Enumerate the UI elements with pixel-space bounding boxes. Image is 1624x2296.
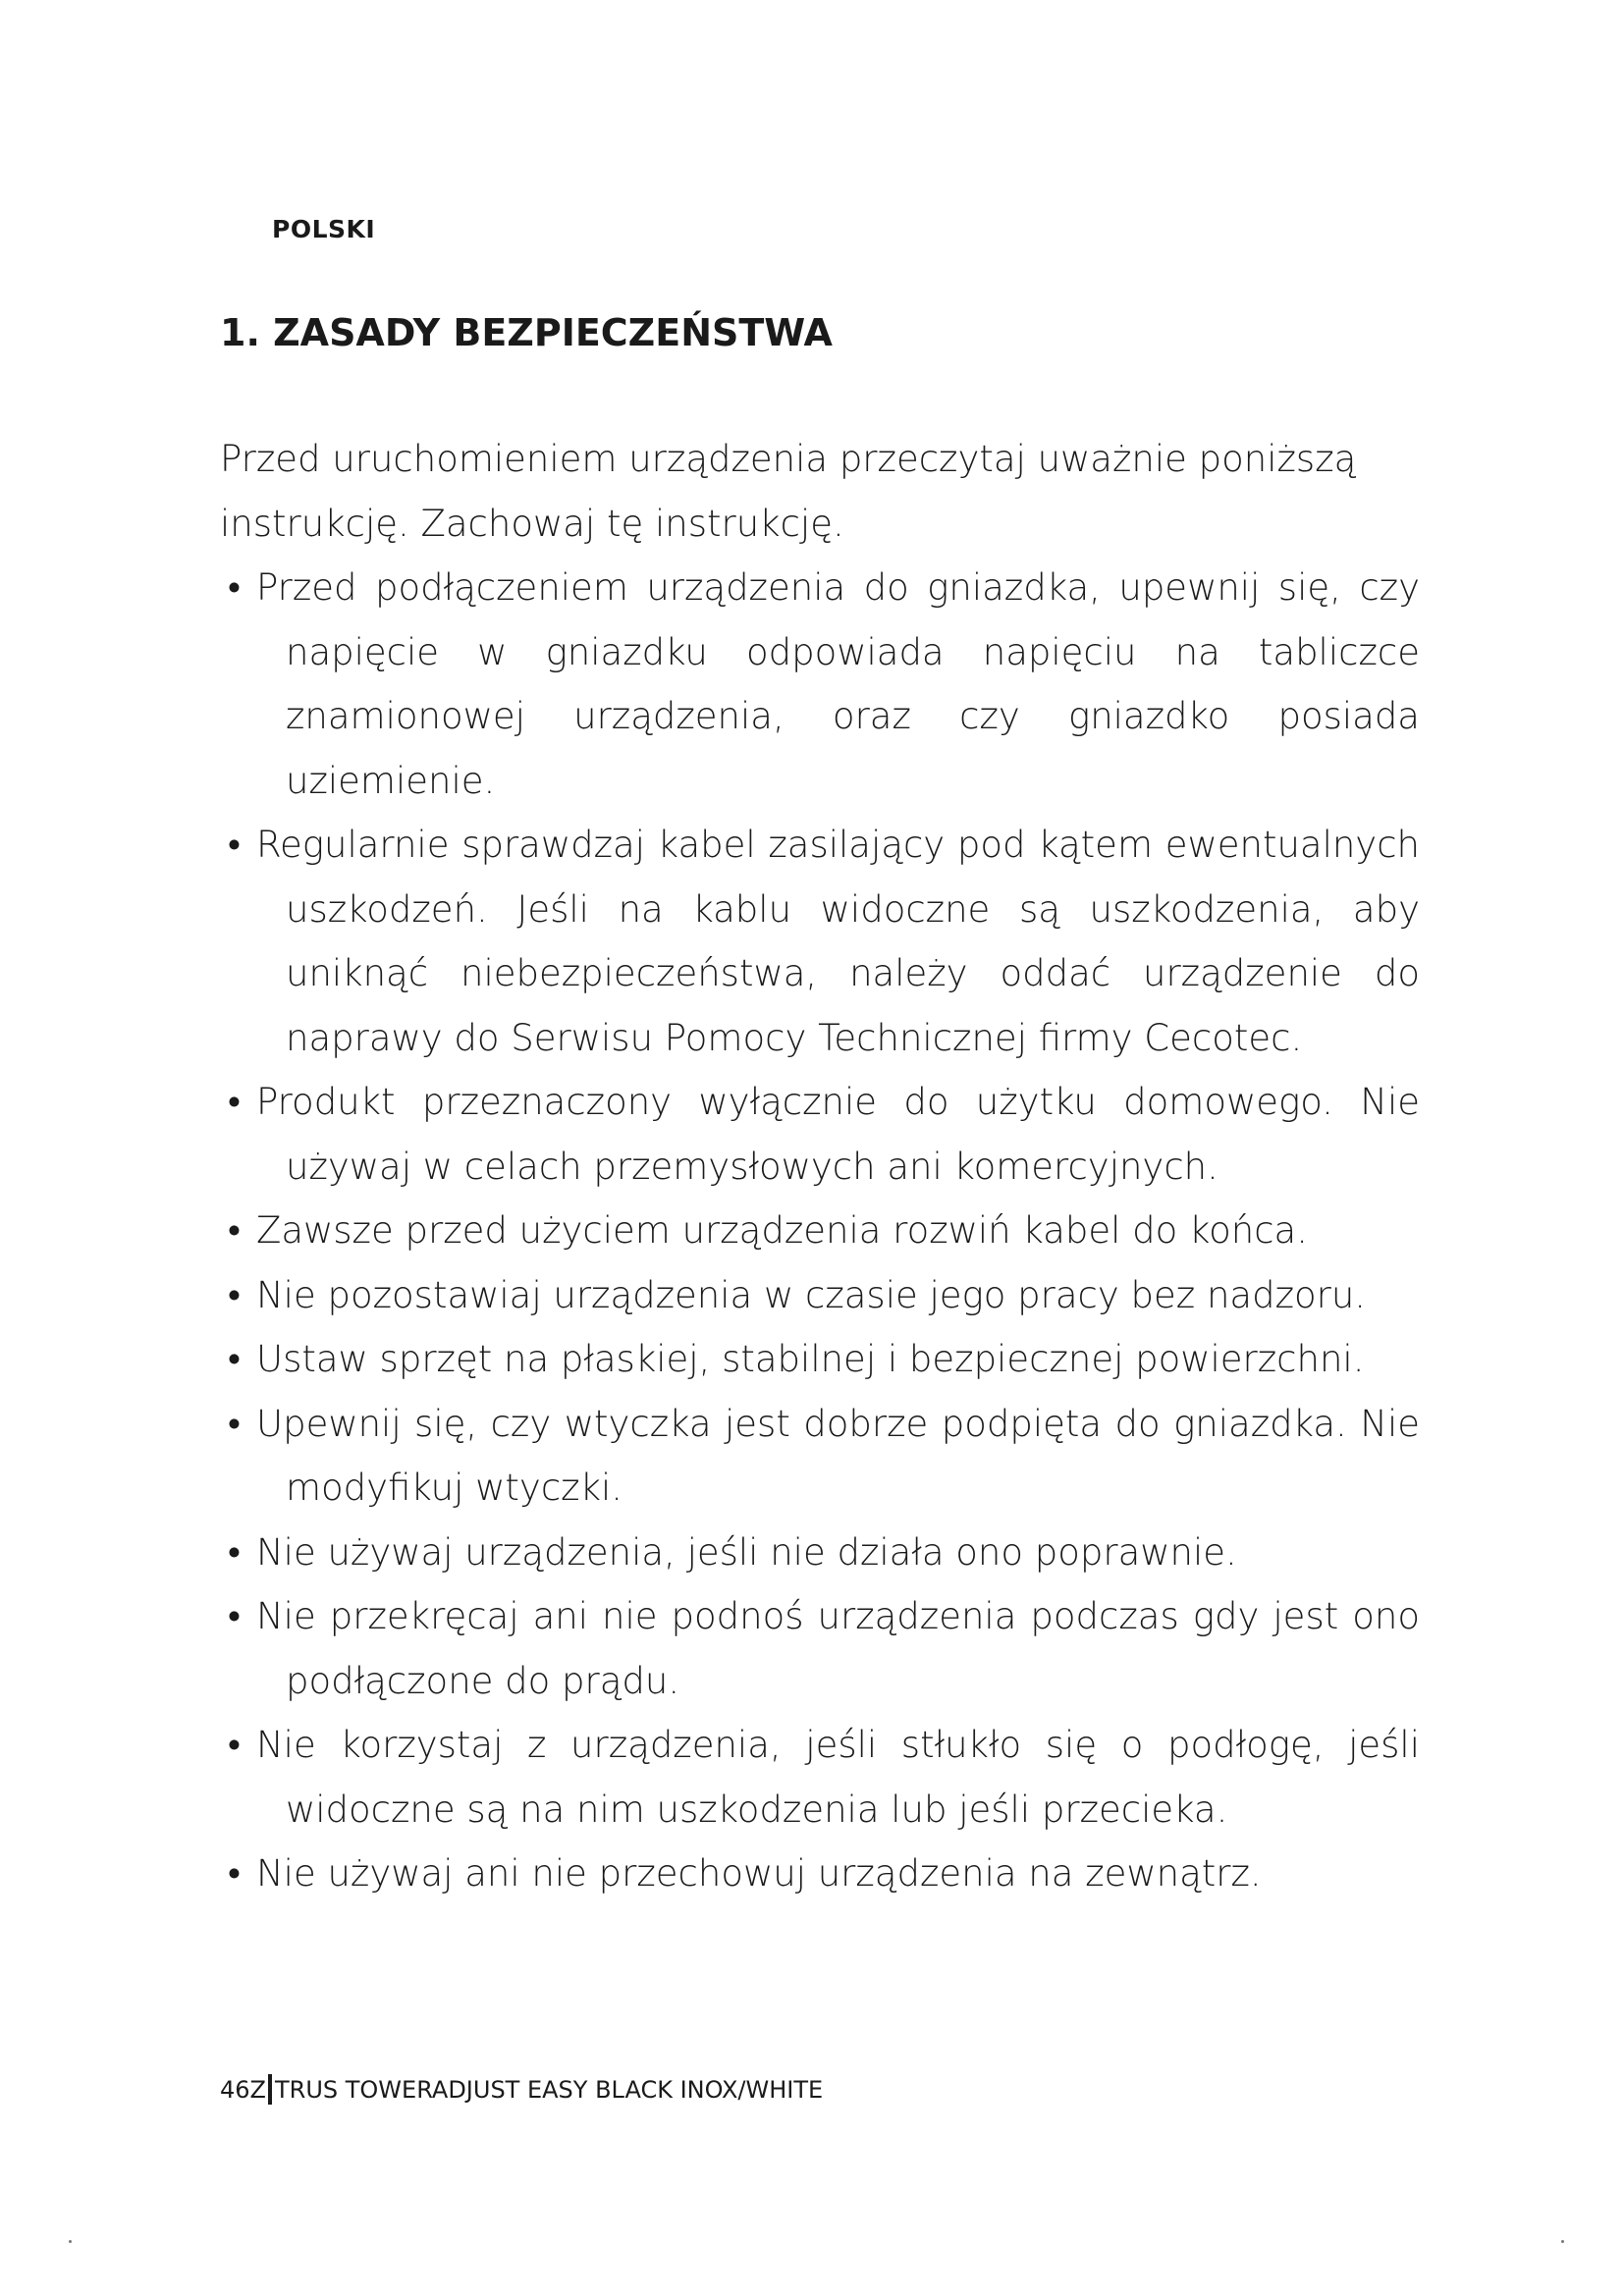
list-item xyxy=(220,1199,1420,1263)
page-footer xyxy=(220,2074,823,2105)
bullet-icon: • xyxy=(228,1530,241,1574)
list-item-text: Produkt przeznaczony wyłącznie do użytku domowego. Nie używaj w celach przemysłowych ani komercyjnych. xyxy=(256,1081,1420,1188)
section-title: 1. ZASADY BEZPIECZEŃSTWA xyxy=(220,311,833,354)
bullet-icon: • xyxy=(228,1338,241,1380)
bullet-icon: • xyxy=(228,1081,241,1123)
list-item-text: Ustaw sprzęt na płaskiej, stabilnej i bezpiecznej powierzchni. xyxy=(256,1338,1365,1380)
list-item xyxy=(220,1584,1420,1713)
list-item-text: Przed podłączeniem urządzenia do gniazdka, upewnij się, czy napięcie w gniazdku odpowiada napięciu na tabliczce znamionowej urządzenia, oraz czy gniazdko posiada uziemienie. xyxy=(256,566,1420,802)
list-item-text: Zawsze przed użyciem urządzenia rozwiń kabel do końca. xyxy=(256,1209,1308,1252)
list-item xyxy=(220,813,1420,1070)
footer-divider xyxy=(268,2074,272,2105)
list-item xyxy=(220,1263,1420,1328)
list-item xyxy=(220,556,1420,813)
list-item xyxy=(220,1521,1420,1585)
corner-mark xyxy=(69,2240,72,2243)
list-item-text: Nie używaj ani nie przechowuj urządzenia na zewnątrz. xyxy=(256,1852,1262,1895)
safety-content xyxy=(220,427,1420,1906)
intro-paragraph: Przed uruchomieniem urządzenia przeczytaj uważnie poniższą instrukcję. Zachowaj tę instrukcję. xyxy=(220,438,1357,545)
list-item xyxy=(220,1070,1420,1199)
corner-mark xyxy=(1561,2240,1564,2243)
list-item xyxy=(220,1327,1420,1392)
language-label: POLSKI xyxy=(272,215,376,243)
list-item-text: Nie używaj urządzenia, jeśli nie działa ono poprawnie. xyxy=(256,1530,1237,1574)
list-item xyxy=(220,1392,1420,1521)
bullet-icon: • xyxy=(228,1402,241,1445)
bullet-icon: • xyxy=(228,1852,241,1895)
bullet-icon: • xyxy=(228,824,241,866)
bullet-icon: • xyxy=(228,1595,241,1637)
bullet-icon: • xyxy=(228,1273,241,1316)
bullet-icon: • xyxy=(228,1209,241,1252)
list-item-text: Nie pozostawiaj urządzenia w czasie jego pracy bez nadzoru. xyxy=(256,1273,1367,1316)
product-name: TRUS TOWERADJUST EASY BLACK INOX/WHITE xyxy=(274,2075,824,2104)
list-item-text: Regularnie sprawdzaj kabel zasilający pod kątem ewentualnych uszkodzeń. Jeśli na kablu widoczne są uszkodzenia, aby uniknąć niebezpieczeństwa, należy oddać urządzenie do naprawy do Serwisu Pomocy Technicznej firmy Cecotec. xyxy=(256,824,1420,1059)
list-item xyxy=(220,1842,1420,1906)
list-item-text: Upewnij się, czy wtyczka jest dobrze podpięta do gniazdka. Nie modyfikuj wtyczki. xyxy=(256,1402,1420,1509)
bullet-icon: • xyxy=(228,566,241,609)
page-number: 46Z xyxy=(220,2075,266,2104)
safety-list xyxy=(220,556,1420,1906)
bullet-icon: • xyxy=(228,1724,241,1766)
list-item xyxy=(220,1713,1420,1842)
list-item-text: Nie przekręcaj ani nie podnoś urządzenia podczas gdy jest ono podłączone do prądu. xyxy=(256,1595,1420,1702)
list-item-text: Nie korzystaj z urządzenia, jeśli stłukło się o podłogę, jeśli widoczne są na nim uszkodzenia lub jeśli przecieka. xyxy=(256,1724,1420,1831)
